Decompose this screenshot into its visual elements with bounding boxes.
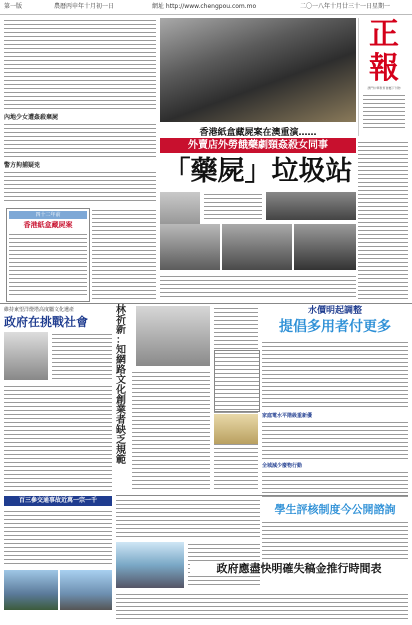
article-body	[132, 370, 210, 492]
portrait-photo	[136, 306, 210, 366]
infographic	[214, 414, 258, 444]
weekday: 星期一	[372, 3, 391, 10]
lead-kicker: 香港紙盒藏屍案在澳重演……	[199, 128, 317, 138]
article-body	[160, 274, 356, 300]
inset-photo	[294, 224, 356, 270]
article-body	[4, 122, 156, 158]
article-body	[4, 384, 112, 492]
masthead-subtitle: 澳門中華教育會屬下刊物	[367, 86, 401, 90]
article-body	[4, 170, 156, 204]
page-number: 第一版	[4, 3, 23, 10]
article-body	[262, 420, 408, 460]
article-body	[4, 509, 112, 567]
lunar-date: 農曆丙申年十月初一日	[54, 3, 115, 10]
box-headline: 香港紙盒藏屍案	[23, 221, 73, 229]
article-body	[262, 340, 408, 410]
website-url: 網址 http://www.chengpou.com.mo	[152, 3, 257, 10]
article-body	[358, 140, 408, 300]
lead-photo	[160, 18, 356, 122]
page-header	[0, 0, 412, 15]
lead-big-headline: 「藥屍」垃圾站	[163, 156, 353, 187]
section-divider	[116, 495, 408, 496]
article-headline: 政府應盡快明確失稿金推行時間表	[190, 562, 408, 576]
article-body	[52, 332, 112, 380]
article-body	[116, 592, 408, 622]
article-headline: 學生評核制度今公開諮詢	[274, 503, 396, 516]
subhead: 內地少女遭姦殺棄屍	[4, 114, 59, 121]
inset-photo	[266, 192, 356, 220]
inset-photo	[222, 224, 292, 270]
article-kicker: 維持東望洋燈塔高度屬文化遺產	[4, 307, 75, 313]
lead-headline: 外賣店外勞餓藥劇頸姦殺女同事	[160, 138, 356, 153]
issue-date: 二〇一八年十月廿三十一日	[300, 3, 373, 10]
masthead-char-1: 正	[369, 17, 399, 52]
masthead	[358, 18, 409, 136]
subhead: 家庭電水平階級重新優	[262, 413, 313, 419]
article-body	[262, 520, 408, 560]
section-divider	[0, 303, 412, 304]
article-kicker: 水價明起調整	[307, 306, 362, 316]
article-body	[4, 18, 156, 110]
photo	[4, 570, 58, 610]
sidebar-box	[6, 208, 90, 302]
subhead: 全城減少廢物行動	[262, 463, 303, 469]
article-headline: 提倡多用者付更多	[279, 319, 391, 335]
subhead: 警方拘捕疑兇	[4, 162, 41, 169]
article-body	[92, 208, 156, 300]
photo	[60, 570, 112, 610]
inset-photo	[160, 224, 220, 270]
portrait-photo	[4, 332, 48, 380]
article-body	[204, 192, 262, 220]
photo	[116, 542, 184, 588]
section-banner: 百三參交通事故近萬一宗一千	[4, 496, 112, 506]
vertical-headline: 林 祈 新 ： 知 網 路 文 化 創 業 者 缺 乏 規 範	[116, 305, 126, 466]
box-title: 四十二年前	[9, 211, 87, 219]
article-headline: 政府在挑戰社會	[4, 315, 89, 329]
masthead-char-2: 報	[369, 51, 399, 86]
